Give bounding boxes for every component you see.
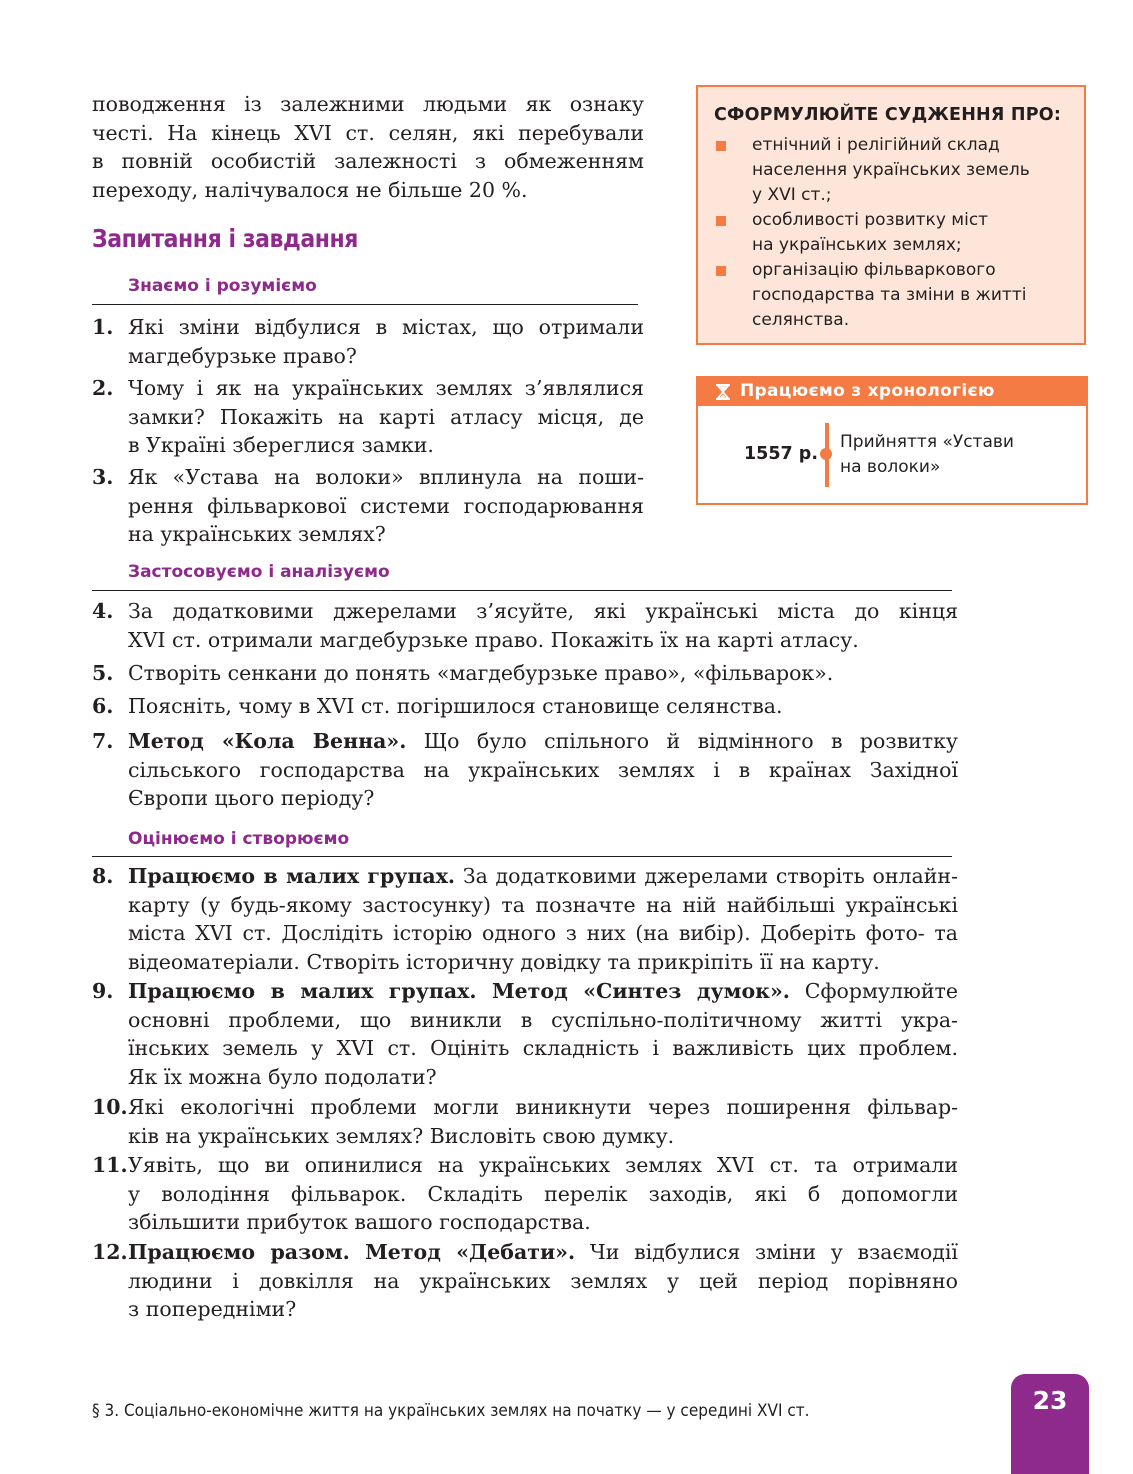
question-line [128,977,958,1006]
question-line: на українських землях? [128,522,386,546]
chronology-header [698,378,1086,406]
section-title: Запитання і завдання [92,224,358,253]
running-footer: § 3. Соціально-економічне життя на українських землях на початку — у середині XVI ст. [92,1401,810,1421]
intro-line: честі. На кінець XVI ст. селян, які перебували [92,120,644,145]
question-line: Як їх можна було подолати? [128,1064,437,1089]
question-lead: Працюємо разом. Метод «Дебати». [128,1240,576,1264]
chronology-event [840,430,1014,480]
intro-line: поводження із залежними людьми як ознаку [92,92,644,116]
question-text: Що було спільного й відмінного в розвитку [406,729,958,753]
question-line [128,1238,958,1267]
question-number: 12. [92,1240,128,1264]
judgement-box [696,85,1086,345]
subheading-know-understand: Знаємо і розуміємо [128,276,317,296]
judgement-item-line: етнічний і релігійний склад [752,135,1000,155]
question-line: їнських земель у XVI ст. Оцініть складність і важливість цих проблем. [128,1036,958,1060]
question-line: XVI ст. отримали магдебурзьке право. Покажіть їх на карті атласу. [128,627,859,652]
question-number: 10. [92,1095,128,1119]
question-text: Сформулюйте [789,979,958,1003]
question-line: За додатковими джерелами з’ясуйте, які українські міста до кінця [128,599,958,623]
question-line: магдебурзьке право? [128,343,357,368]
subheading-evaluate-create: Оцінюємо і створюємо [128,829,350,849]
divider [92,304,638,305]
judgement-item-line: на українських землях; [752,235,962,255]
chronology-box [696,376,1088,505]
intro-line: переходу, налічувалося не більше 20 %. [92,177,528,202]
question-number: 1. [92,315,114,339]
question-line: карту (у будь-якому застосунку) та позначте на ній найбільші українські [128,892,958,917]
question-line: Які зміни відбулися в містах, що отримали [128,315,644,339]
intro-paragraph [92,90,644,204]
question-lead: Метод «Кола Венна». [128,729,407,753]
square-bullet-icon [716,266,726,276]
question-line: Створіть сенкани до понять «магдебурзьке право», «фільварок». [128,661,834,685]
judgement-item-line: селянства. [752,310,850,330]
question-line: людини і довкілля на українських землях у цей період порівняно [128,1268,958,1293]
question-line: відеоматеріали. Створіть історичну довідку та прикріпіть її на карту. [128,949,880,974]
divider [92,590,952,591]
question-line: сільського господарства на українських землях і в країнах Західної [128,757,958,782]
question-line: Як «Устава на волоки» вплинула на поши- [128,465,644,489]
judgement-item-line: у XVI ст.; [752,185,832,205]
chronology-event-line: на волоки» [840,457,941,477]
chronology-year: 1557 р. [744,444,818,464]
square-bullet-icon [716,141,726,151]
square-bullet-icon [716,216,726,226]
judgement-box-title: СФОРМУЛЮЙТЕ СУДЖЕННЯ ПРО: [714,105,1062,125]
question-number: 2. [92,376,114,400]
question-number: 11. [92,1153,128,1177]
intro-line: в повній особистій залежності з обмеженням [92,149,644,173]
question-line: Чому і як на українських землях з’являлися [128,376,644,400]
question-line [128,727,958,756]
question-line: Уявіть, що ви опинилися на українських землях XVI ст. та отримали [128,1153,958,1177]
page-number-tab [1011,1374,1089,1474]
question-line: з попередніми? [128,1297,297,1321]
question-text: За додатковими джерелами створіть онлайн- [455,864,958,888]
question-line: міста XVI ст. Дослідіть історію одного з них (на вибір). Доберіть фото- та [128,921,958,945]
question-line: в Україні збереглися замки. [128,433,434,457]
judgement-item-line: особливості розвитку міст [752,210,989,230]
question-number: 8. [92,864,114,888]
question-lead: Працюємо в малих групах. Метод «Синтез думок». [128,979,790,1003]
divider [92,856,952,857]
question-line: Європи цього періоду? [128,786,375,810]
chronology-event-line: Прийняття «Устави [840,432,1014,452]
judgement-item-line: господарства та зміни в житті [752,285,1027,305]
subheading-apply-analyze: Застосовуємо і аналізуємо [128,562,390,582]
hourglass-icon [716,384,730,400]
question-line: замки? Покажіть на карті атласу місця, де [128,404,644,429]
question-line: збільшити прибуток вашого господарства. [128,1210,591,1234]
question-number: 5. [92,661,114,685]
question-number: 6. [92,694,114,718]
question-lead: Працюємо в малих групах. [128,864,456,888]
question-number: 4. [92,599,114,623]
question-line: основні проблеми, що виникли в суспільно-політичному житті укра- [128,1007,958,1032]
chronology-title: Працюємо з хронологією [740,381,995,401]
question-line: ків на українських землях? Висловіть свою думку. [128,1123,675,1148]
judgement-item-line: населення українських земель [752,160,1030,180]
question-number: 7. [92,729,114,753]
question-number: 3. [92,465,114,489]
question-line: Які екологічні проблеми могли виникнути через поширення фільвар- [128,1095,958,1119]
question-number: 9. [92,979,114,1003]
question-line: рення фільваркової системи господарювання [128,493,644,518]
page-number: 23 [1032,1386,1068,1415]
judgement-item-line: організацію фільваркового [752,260,996,280]
question-line: Поясніть, чому в XVI ст. погіршилося становище селянства. [128,694,783,718]
timeline-dot [820,448,832,460]
question-line: у володіння фільварок. Складіть перелік заходів, які б допомогли [128,1181,958,1206]
question-text: Чи відбулися зміни у взаємодії [575,1240,958,1264]
question-line [128,862,958,891]
